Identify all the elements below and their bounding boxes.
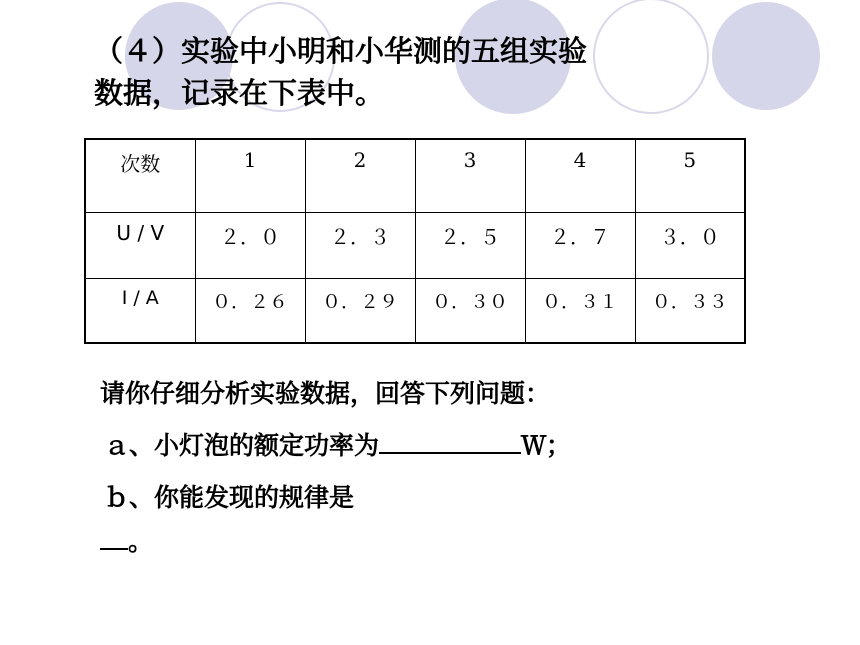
table-row-label: I / A [85, 278, 195, 343]
table-cell: ０．３１ [525, 278, 635, 343]
table-header-cell: 次数 [85, 139, 195, 212]
question-b-end [100, 522, 153, 558]
data-table [84, 138, 746, 344]
table-cell: ０．２９ [305, 278, 415, 343]
question-prompt: 请你仔细分析实验数据，回答下列问题： [100, 379, 551, 408]
title-line-2: 数据，记录在下表中。 [94, 76, 385, 110]
table-cell: ２．０ [195, 212, 305, 278]
table-header-cell: 2 [305, 139, 415, 212]
answer-blank-b [100, 530, 128, 550]
table-header-row [85, 139, 745, 212]
table-cell: ０．２６ [195, 278, 305, 343]
question-b-period: 。 [128, 527, 154, 556]
table-cell: ２．７ [525, 212, 635, 278]
table-cell: ３．０ [635, 212, 745, 278]
question-a [104, 426, 571, 462]
table-header-cell: 3 [415, 139, 525, 212]
table-row-voltage [85, 212, 745, 278]
table-cell: ０．３３ [635, 278, 745, 343]
table-header-cell: 1 [195, 139, 305, 212]
table-row-current [85, 278, 745, 343]
table-header-cell: 5 [635, 139, 745, 212]
question-b: ｂ、你能发现的规律是 [104, 483, 355, 512]
decorative-circle-filled [712, 2, 820, 110]
question-a-text: ａ、小灯泡的额定功率为 [104, 431, 380, 460]
slide-title [94, 30, 694, 114]
answer-blank-a [379, 430, 521, 454]
table-cell: ２．３ [305, 212, 415, 278]
table-cell: ２．５ [415, 212, 525, 278]
title-line-1: （４）实验中小明和小华测的五组实验 [94, 34, 588, 68]
table-header-cell: 4 [525, 139, 635, 212]
question-a-unit: Ｗ； [521, 431, 572, 460]
table-row-label: U / V [85, 212, 195, 278]
table-cell: ０．３０ [415, 278, 525, 343]
